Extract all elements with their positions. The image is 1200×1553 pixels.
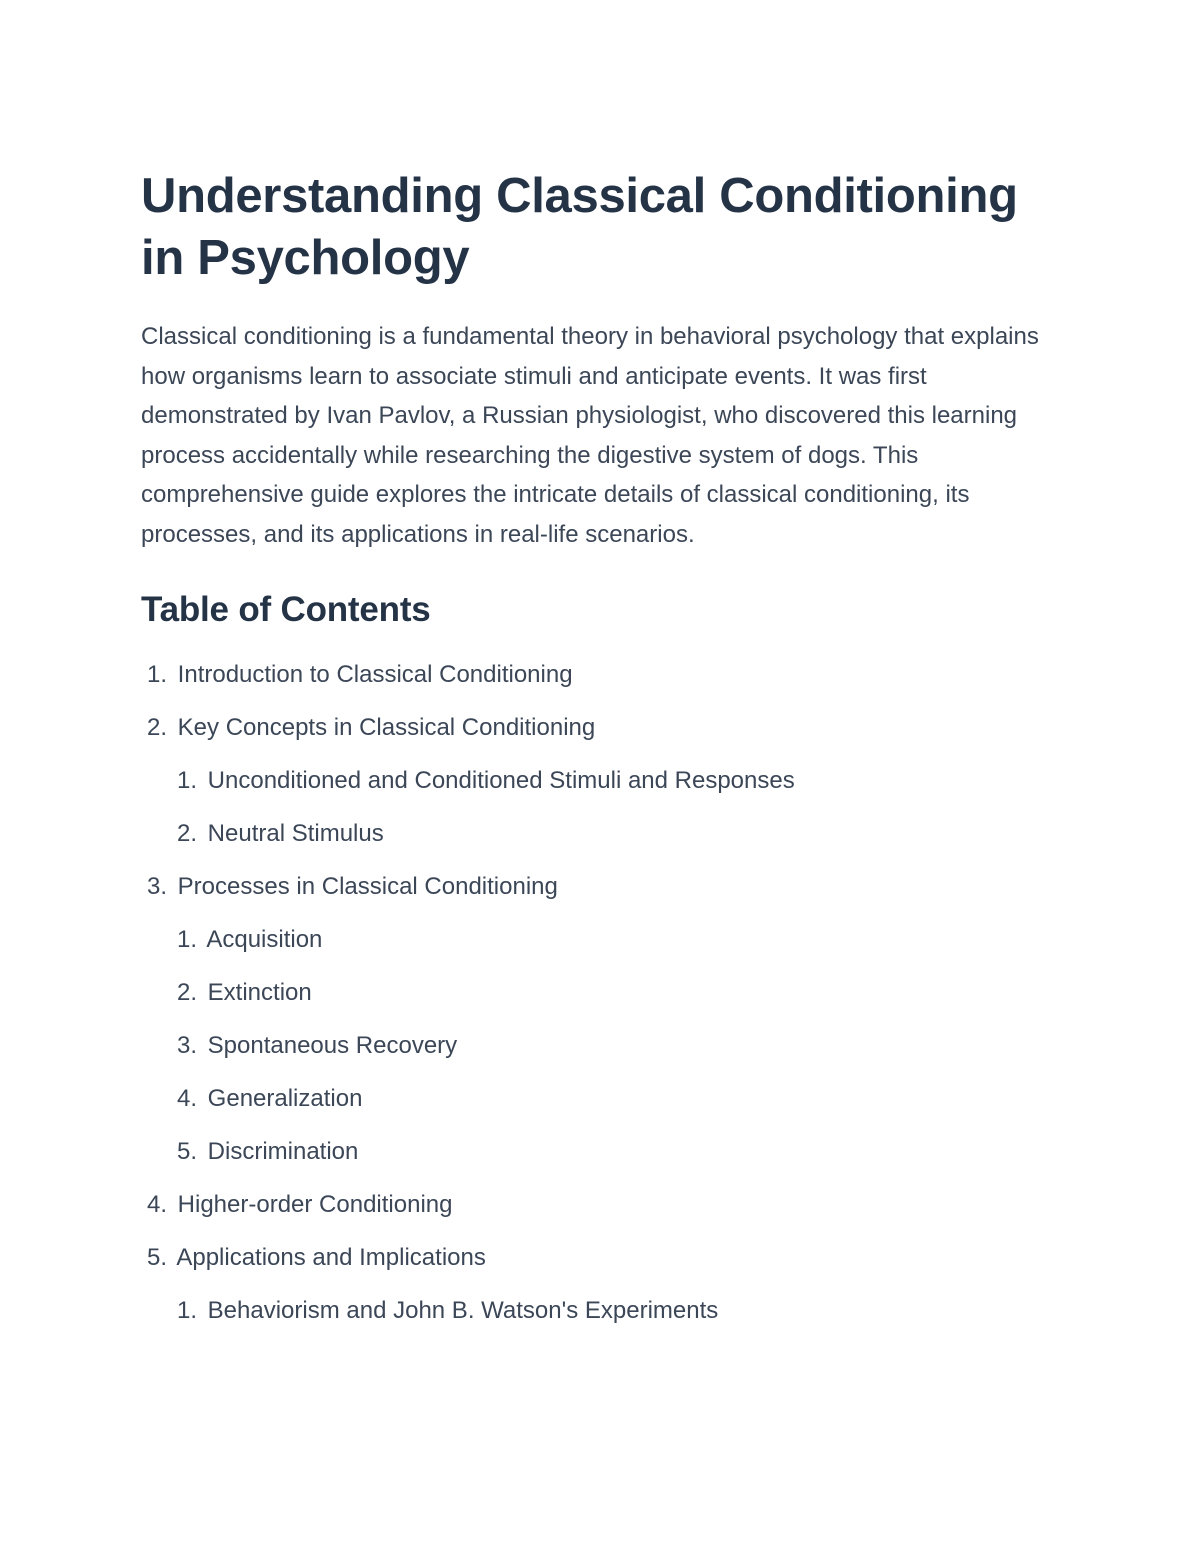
toc-item-label: Discrimination <box>207 1138 359 1165</box>
toc-item-label: Acquisition <box>206 926 323 953</box>
toc-subitem-generalization <box>141 1072 1061 1125</box>
toc-item-label: Behaviorism and John B. Watson's Experiments <box>207 1297 719 1324</box>
toc-item-label: Unconditioned and Conditioned Stimuli and Responses <box>207 767 795 794</box>
toc-item-introduction <box>141 648 1061 701</box>
toc-item-number: 5. <box>176 1138 197 1165</box>
toc-item-number: 2. <box>176 979 197 1006</box>
toc-item-number: 3. <box>176 1032 197 1059</box>
toc-item-number: 5. <box>146 1244 167 1271</box>
toc-item-number: 3. <box>146 873 167 900</box>
toc-item-processes <box>141 860 1061 913</box>
toc-item-label: Generalization <box>207 1085 363 1112</box>
toc-item-number: 1. <box>176 1297 197 1324</box>
toc-item-number: 1. <box>146 661 167 688</box>
toc-item-label: Introduction to Classical Conditioning <box>177 661 573 688</box>
toc-subitem-behaviorism <box>141 1284 1061 1337</box>
toc-subitem-acquisition <box>141 913 1061 966</box>
page-title: Understanding Classical Conditioning in Psychology <box>141 169 1018 285</box>
toc-subitem-neutral-stimulus <box>141 807 1061 860</box>
toc-item-key-concepts <box>141 701 1061 754</box>
toc-subitem-spontaneous-recovery <box>141 1019 1061 1072</box>
toc-item-label: Processes in Classical Conditioning <box>177 873 558 900</box>
toc-item-label: Applications and Implications <box>176 1244 486 1271</box>
toc-item-number: 2. <box>176 820 197 847</box>
toc-item-number: 1. <box>176 926 197 953</box>
toc-subitem-discrimination <box>141 1125 1061 1178</box>
toc-item-number: 2. <box>146 714 167 741</box>
toc-item-label: Extinction <box>207 979 312 1006</box>
toc-item-label: Neutral Stimulus <box>207 820 384 847</box>
intro-paragraph: Classical conditioning is a fundamental theory in behavioral psychology that explains how organisms learn to associate stimuli and anticipate events. It was first demonstrated by Ivan Pavlov, a Russian physiologist, who discovered this learning process accidentally while researching the digestive system of dogs. This comprehensive guide explores the intricate details of classical conditioning, its processes, and its applications in real-life scenarios. <box>141 323 1039 548</box>
toc-item-number: 4. <box>176 1085 197 1112</box>
document-page <box>141 165 1061 1337</box>
toc-item-label: Higher-order Conditioning <box>177 1191 453 1218</box>
toc-subitem-extinction <box>141 966 1061 1019</box>
toc-item-higher-order <box>141 1178 1061 1231</box>
toc-item-number: 4. <box>146 1191 167 1218</box>
toc-heading: Table of Contents <box>141 590 431 629</box>
toc-item-applications <box>141 1231 1061 1284</box>
toc-item-label: Spontaneous Recovery <box>207 1032 458 1059</box>
table-of-contents <box>141 648 1061 1337</box>
toc-item-label: Key Concepts in Classical Conditioning <box>177 714 596 741</box>
toc-item-number: 1. <box>176 767 197 794</box>
toc-subitem-stimuli-responses <box>141 754 1061 807</box>
